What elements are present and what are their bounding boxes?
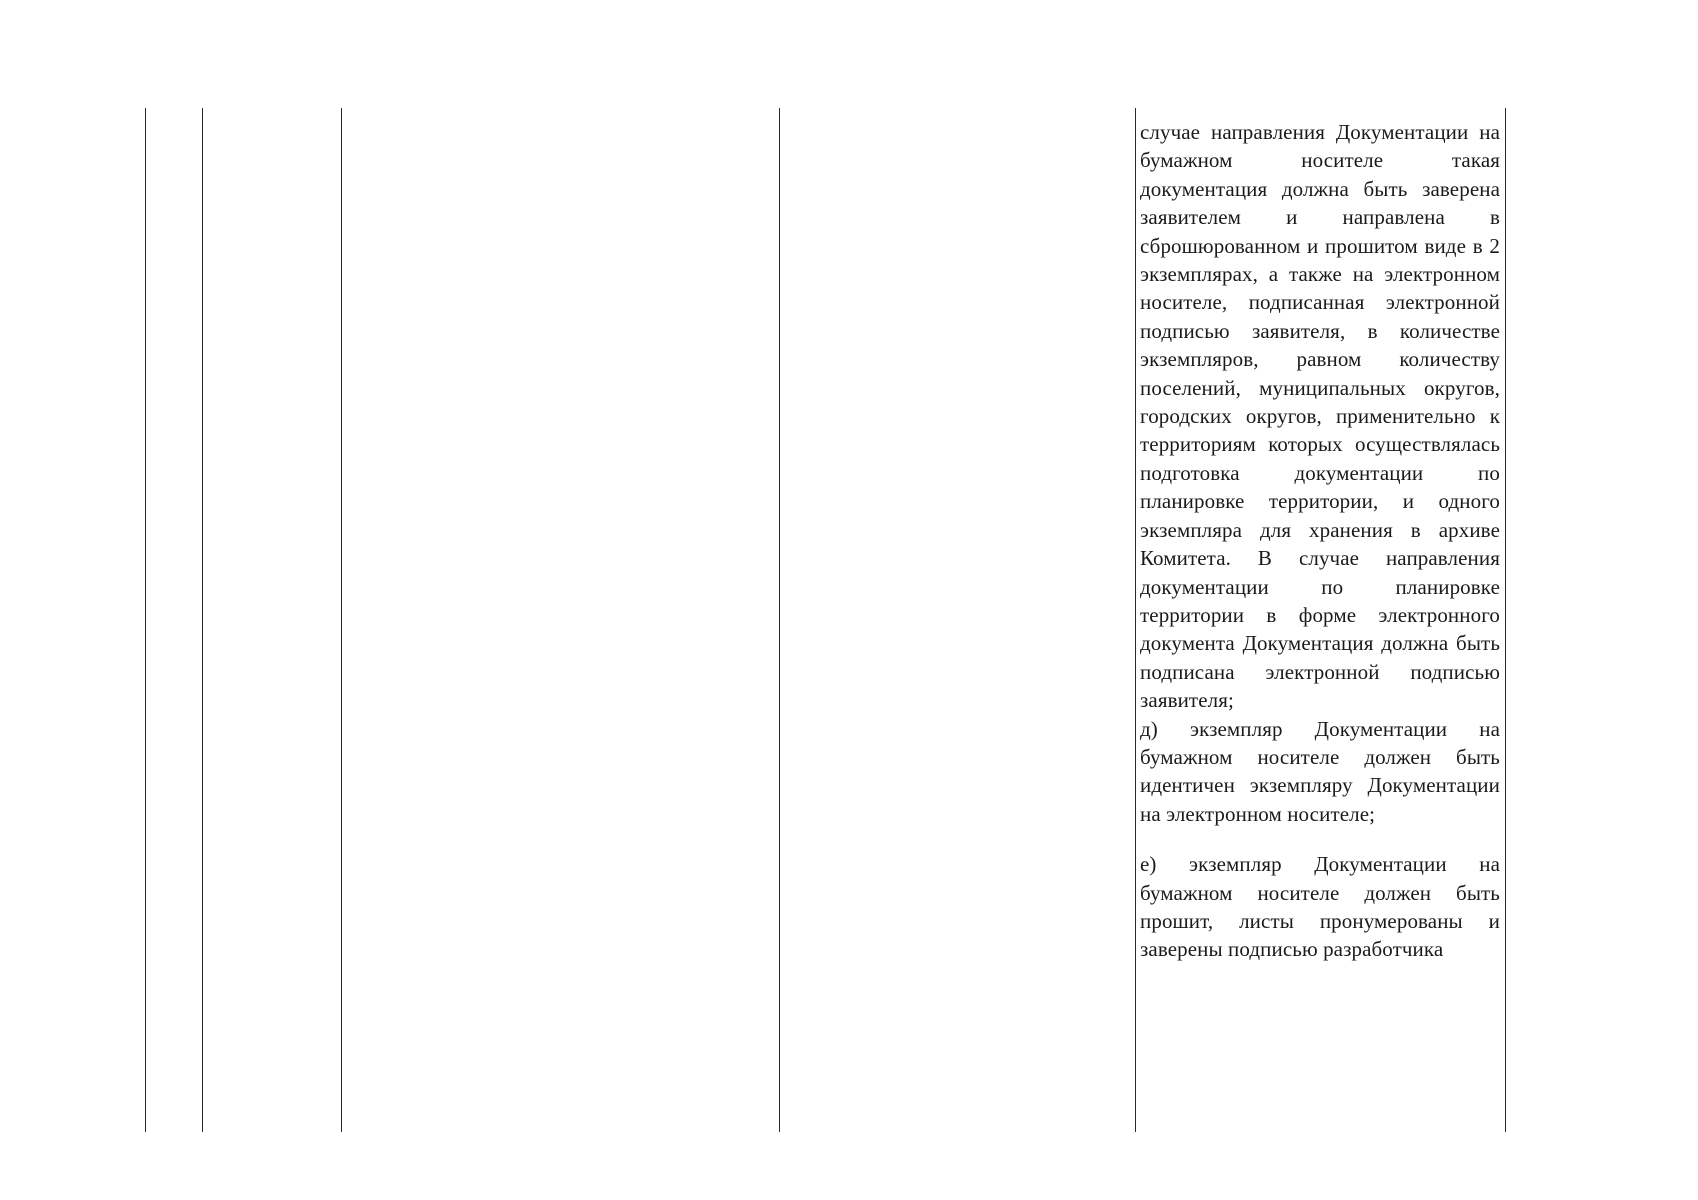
table-column-border-2: [202, 108, 203, 1132]
paragraph-item-d: д) экземпляр Документации на бумажном носителе должен быть идентичен экземпляру Документации на электронном носителе;: [1140, 716, 1500, 826]
table-column-border-1: [145, 108, 146, 1132]
paragraph-item-e: е) экземпляр Документации на бумажном носителе должен быть прошит, листы пронумерованы и заверены подписью разработчика: [1140, 852, 1500, 962]
table-column-border-6: [1505, 108, 1506, 1132]
requirements-text-cell: [1140, 118, 1500, 964]
table-column-border-4: [779, 108, 780, 1132]
table-column-border-5: [1135, 108, 1136, 1132]
paragraph-document-submission: случае направления Документации на бумажном носителе такая документация должна быть заверена заявителем и направлена в сброшюрованном и прошитом виде в 2 экземплярах, а также на электронном носителе, подписанная электронной подписью заявителя, в количестве экземпляров, равном количеству поселений, муниципальных округов, городских округов, применительно к территориям которых осуществлялась подготовка документации по планировке территории, и одного экземпляра для хранения в архиве Комитета. В случае направления документации по планировке территории в форме электронного документа Документация должна быть подписана электронной подписью заявителя;: [1140, 120, 1500, 713]
table-column-border-3: [341, 108, 342, 1132]
